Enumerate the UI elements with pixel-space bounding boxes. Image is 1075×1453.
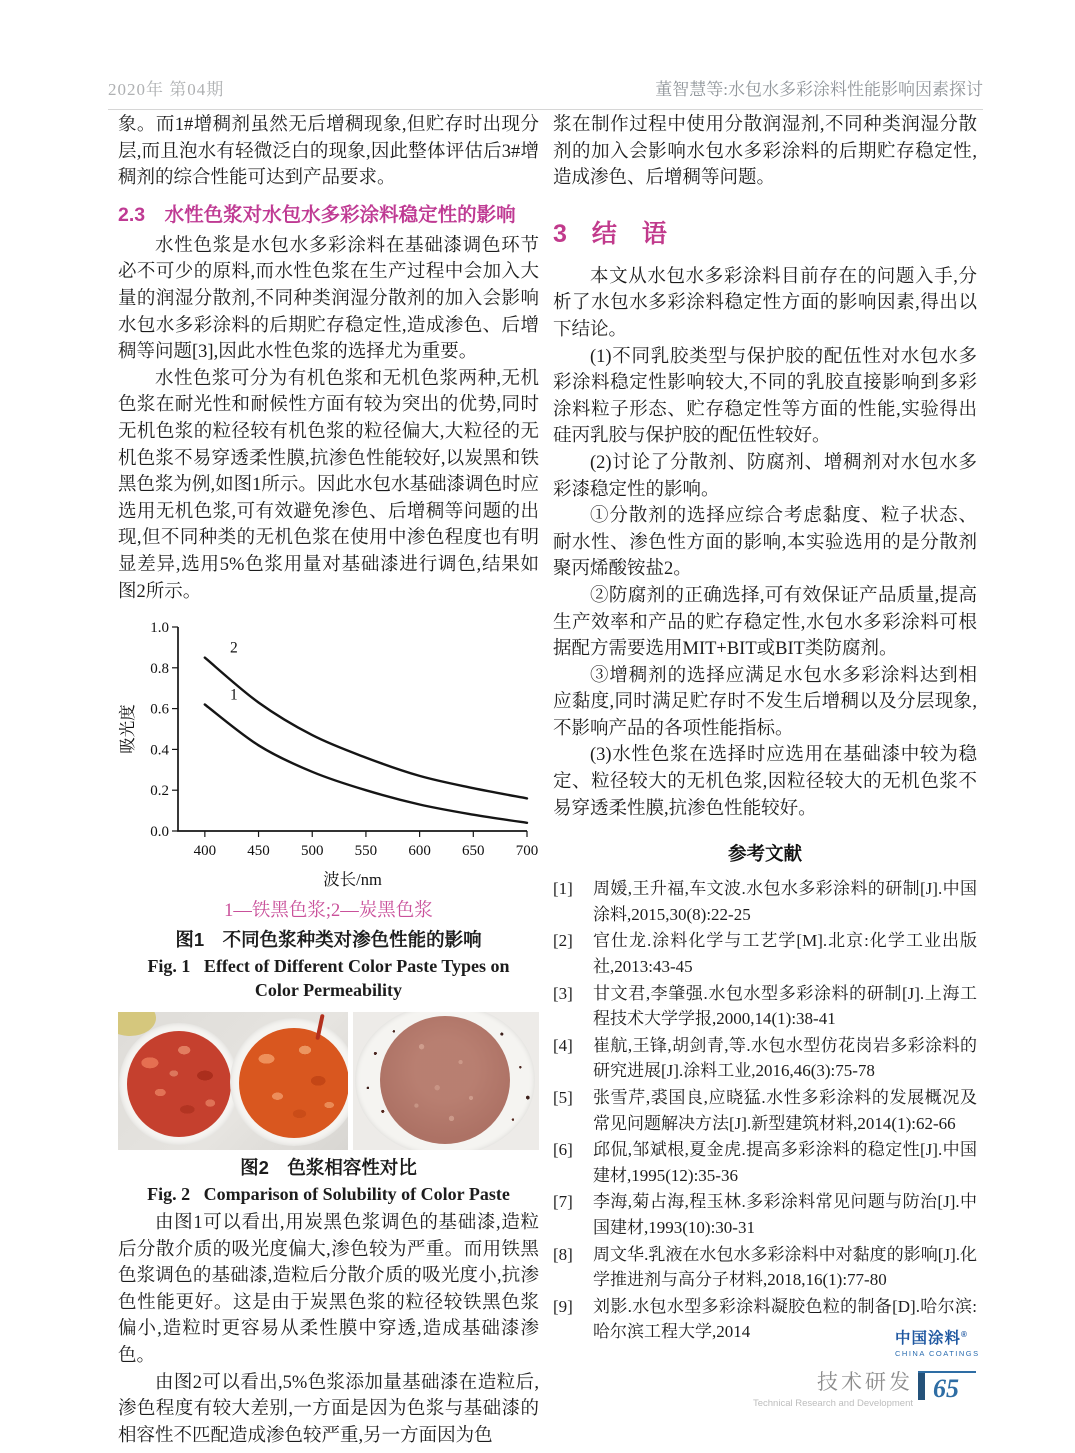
paragraph: 象。而1#增稠剂虽然无后增稠现象,但贮存时出现分层,而且泡水有轻微泛白的现象,因此整体评估后3#增稠剂的综合性能可达到产品要求。 <box>118 115 539 189</box>
svg-text:1.0: 1.0 <box>150 620 169 637</box>
registered-mark: ® <box>961 1329 968 1339</box>
paragraph: (3)水性色浆在选择时应选用在基础漆中较为稳定、粒径较大的无机色浆,因粒径较大的无机色浆不易穿透柔性膜,抗渗色性能较好。 <box>553 745 977 819</box>
paragraph: (1)不同乳胶类型与保护胶的配伍性对水包水多彩涂料稳定性影响较大,不同的乳胶直接影响到多彩涂料粒子形态、贮存稳定性等方面的性能,实验得出硅丙乳胶与保护胶的配伍性较好。 <box>553 346 977 447</box>
reference-item <box>553 1189 977 1240</box>
svg-text:550: 550 <box>354 843 378 860</box>
reference-text: 甘文君,李肇强.水包水型多彩涂料的研制[J].上海工程技术大学学报,2000,14(1):38-41 <box>593 983 977 1029</box>
section-heading-2-3: 2.3 水性色浆对水包水多彩涂料稳定性的影响 <box>118 203 516 226</box>
reference-text: 周媛,王升福,车文波.水包水多彩涂料的研制[J].中国涂料,2015,30(8):22-25 <box>593 879 977 924</box>
svg-text:吸光度: 吸光度 <box>118 704 137 754</box>
reference-number: [9] <box>553 1296 573 1316</box>
reference-number: [5] <box>553 1088 573 1107</box>
paragraph: (2)讨论了分散剂、防腐剂、增稠剂对水包水多彩漆稳定性的影响。 <box>553 452 977 500</box>
page-number-box <box>918 1371 976 1409</box>
figure2-photo-right <box>353 1012 539 1150</box>
paragraph: 浆在制作过程中使用分散润湿剂,不同种类润湿分散剂的加入会影响水包水多彩涂料的后期贮存稳定性,造成渗色、后增稠等问题。 <box>553 115 977 189</box>
footer-section-cn: 技术研发 <box>817 1371 913 1394</box>
absorbance-line-chart <box>118 613 539 891</box>
paragraph: 由图1可以看出,用炭黑色浆调色的基础漆,造粒后分散介质的吸光度偏大,渗色较为严重。而用铁黑色浆调色的基础漆,造粒后分散介质的吸光度小,抗渗色性能更好。这是由于炭黑色浆的粒径较铁黑色浆偏小,造粒时更容易从柔性膜中穿透,造成基础漆渗色。 <box>118 1213 539 1367</box>
page-number-bar <box>918 1373 925 1400</box>
red-color-paste <box>127 1031 231 1137</box>
logo-text-cn: 中国涂料® <box>895 1329 968 1347</box>
reference-number: [2] <box>553 931 573 951</box>
reference-item <box>553 876 977 927</box>
reference-number: [7] <box>553 1192 573 1212</box>
china-coatings-logo <box>895 1326 1005 1358</box>
paragraph: ③增稠剂的选择应满足水包水多彩涂料达到相应黏度,同时满足贮存时不发生后增稠以及分层现象,不影响产品的各项性能指标。 <box>553 665 977 739</box>
reference-text: 官仕龙.涂料化学与工艺学[M].北京:化学工业出版社,2013:43-45 <box>593 931 977 977</box>
reference-number: [6] <box>553 1140 573 1160</box>
svg-text:0.0: 0.0 <box>150 824 169 841</box>
reference-item <box>553 1242 977 1293</box>
paragraph: 本文从水包水多彩涂料目前存在的问题入手,分析了水包水多彩涂料稳定性方面的影响因素,得出以下结论。 <box>553 266 977 340</box>
figure1-caption-en: Fig. 1 Effect of Different Color Paste Types on Color Permeability <box>147 956 515 1001</box>
reference-item <box>553 1033 977 1084</box>
paragraph: ②防腐剂的正确选择,可有效保证产品质量,提高生产效率和产品的贮存稳定性,水包水多彩涂料可根据配方需要选用MIT+BIT或BIT类防腐剂。 <box>553 585 977 660</box>
svg-text:700: 700 <box>515 843 539 860</box>
right-column <box>553 112 977 1346</box>
svg-text:0.6: 0.6 <box>150 701 169 718</box>
footer-section-en: Technical Research and Development <box>752 1398 913 1409</box>
reference-item <box>553 1085 977 1136</box>
reference-text: 李海,菊占海,程玉林.多彩涂料常见问题与防治[J].中国建材,1993(10):30-31 <box>593 1192 977 1237</box>
svg-text:600: 600 <box>408 843 431 860</box>
paragraph: 由图2可以看出,5%色浆添加量基础漆在造粒后,渗色程度有较大差别,一方面是因为色浆与基础漆的相容性不匹配造成渗色较严重,另一方面因为色 <box>118 1372 539 1446</box>
reference-item <box>553 1137 977 1188</box>
svg-text:0.2: 0.2 <box>150 783 169 800</box>
svg-text:波长/nm: 波长/nm <box>323 870 382 890</box>
figure2-caption-en: Fig. 2 Comparison of Solubility of Color Paste <box>147 1184 510 1205</box>
paragraph: 水性色浆可分为有机色浆和无机色浆两种,无机色浆在耐光性和耐候性方面有较为突出的优势,同时无机色浆的粒径较有机色浆的粒径偏大,大粒径的无机色浆不易穿透柔性膜,抗渗色性能较好,以炭黑和铁黑色浆为例,如图1所示。因此水包水基础漆调色时应选用无机色浆,可有效避免渗色、后增稠等问题的出现,但不同种类的无机色浆在使用中渗色程度也有明显差异,选用5%色浆用量对基础漆进行调色,结果如图2所示。 <box>118 368 539 602</box>
svg-text:1: 1 <box>229 686 238 704</box>
svg-text:400: 400 <box>193 843 217 860</box>
reference-text: 崔航,王锋,胡剑青,等.水包水型仿花岗岩多彩涂料的研究进展[J].涂料工业,2016,46(3):75-78 <box>593 1035 977 1081</box>
orange-color-paste <box>239 1028 348 1138</box>
reference-number: [3] <box>553 983 573 1003</box>
page-header <box>108 62 983 110</box>
svg-text:0.4: 0.4 <box>150 742 169 759</box>
running-title: 董智慧等:水包水多彩涂料性能影响因素探讨 <box>655 80 983 99</box>
page-number: 65 <box>933 1374 959 1403</box>
svg-text:650: 650 <box>462 843 485 860</box>
paragraph: 水性色浆是水包水多彩涂料在基础漆调色环节必不可少的原料,而水性色浆在生产过程中会加入大量的润湿分散剂,不同种类润湿分散剂的加入会影响水包水多彩涂料的后期贮存稳定性,造成渗色、后增稠等问题[3],因此水性色浆的选择尤为重要。 <box>118 235 539 363</box>
figure2-photos <box>118 1012 539 1150</box>
chart-legend: 1—铁黑色浆;2—炭黑色浆 <box>224 901 433 922</box>
section-heading-3: 3 结 语 <box>553 219 667 248</box>
pink-brown-liquid <box>380 1016 510 1144</box>
references-heading: 参考文献 <box>727 843 802 865</box>
reference-number: [1] <box>553 879 573 899</box>
figure1-caption-cn: 图1 不同色浆种类对渗色性能的影响 <box>175 929 482 951</box>
svg-text:450: 450 <box>247 843 270 860</box>
reference-number: [4] <box>553 1035 573 1055</box>
paragraph: ①分散剂的选择应综合考虑黏度、粒子状态、耐水性、渗色性方面的影响,本实验选用的是分散剂聚丙烯酸铵盐2。 <box>553 506 977 580</box>
figure1-chart <box>118 613 539 922</box>
reference-text: 邱侃,邹斌根,夏金虎.提高多彩涂料的稳定性[J].中国建材,1995(12):35-36 <box>593 1140 977 1185</box>
figure2-photo-left <box>118 1012 348 1150</box>
reference-item <box>553 981 977 1032</box>
reference-item <box>553 928 977 979</box>
svg-text:0.8: 0.8 <box>150 660 169 677</box>
reference-text: 周文华.乳液在水包水多彩涂料中对黏度的影响[J].化学推进剂与高分子材料,2018,16(1):77-80 <box>593 1244 977 1290</box>
issue-label: 2020年 第04期 <box>108 80 225 99</box>
reference-number: [8] <box>553 1244 573 1264</box>
reference-text: 刘影.水包水型多彩涂料凝胶色粒的制备[D].哈尔滨:哈尔滨工程大学,2014 <box>593 1296 977 1342</box>
reference-text: 张雪芹,裘国良,应晓猛.水性多彩涂料的发展概况及常见问题解决方法[J].新型建筑材料,2014(1):62-66 <box>593 1088 977 1133</box>
figure2-caption-cn: 图2 色浆相容性对比 <box>240 1157 417 1179</box>
left-column <box>118 112 539 1449</box>
logo-text-en: CHINA COATINGS <box>895 1349 980 1358</box>
svg-text:500: 500 <box>300 843 324 860</box>
svg-text:2: 2 <box>229 639 238 657</box>
footer-section <box>553 1366 913 1409</box>
